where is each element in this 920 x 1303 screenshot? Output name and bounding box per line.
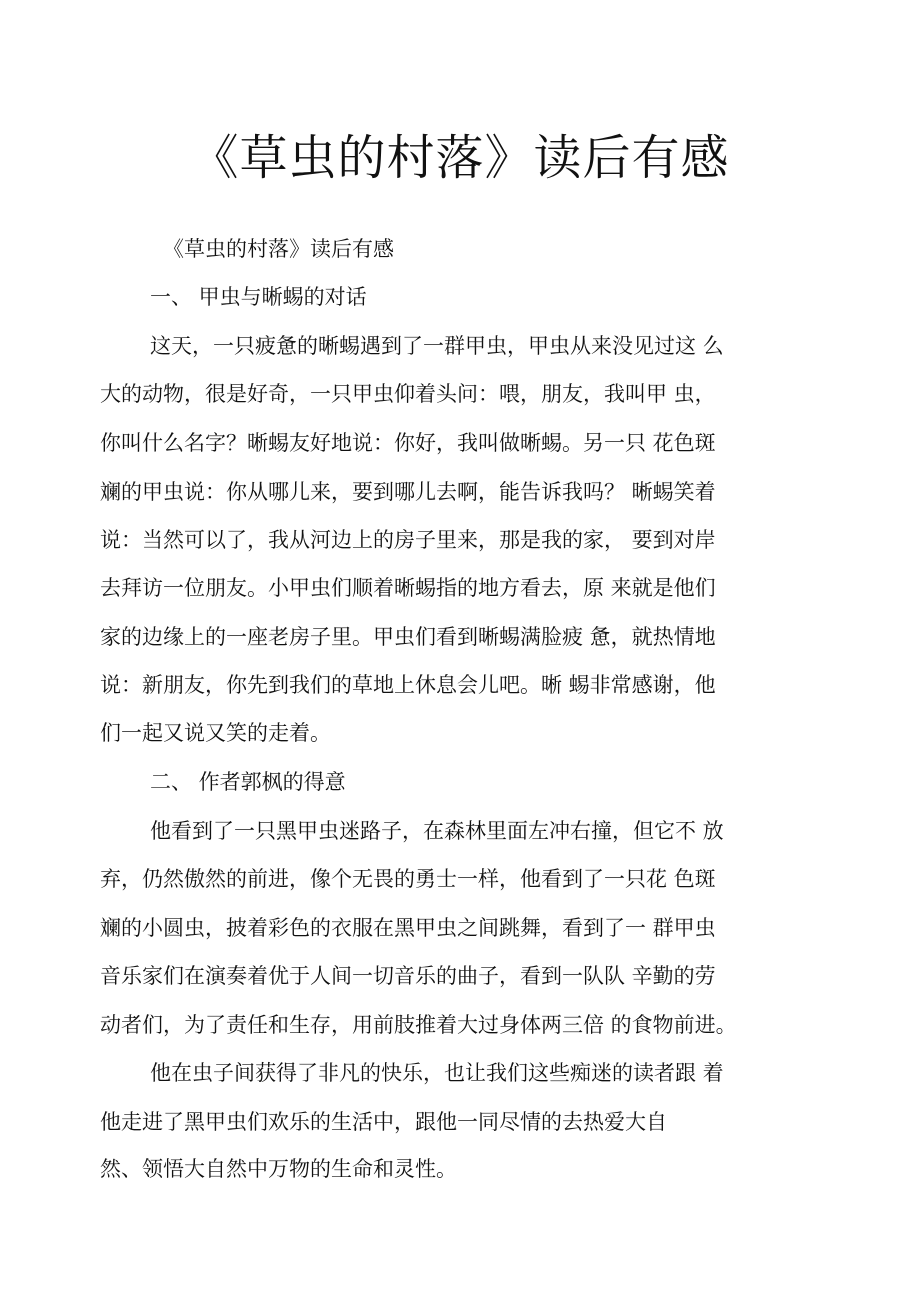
paragraph-line: 然、领悟大自然中万物的生命和灵性。 — [100, 1157, 457, 1181]
paragraph-line: 弃，仍然傲然的前进，像个无畏的勇士一样，他看到了一只花 色斑 — [100, 867, 716, 891]
paragraph-line: 家的边缘上的一座老房子里。甲虫们看到晰蜴满脸疲 惫，就热情地 — [100, 625, 716, 649]
paragraph-line: 音乐家们在演奏着优于人间一切音乐的曲子，看到一队队 辛勤的劳 — [100, 964, 716, 988]
paragraph-line: 斓的甲虫说：你从哪儿来，要到哪儿去啊，能告诉我吗？ 晰蜴笑着 — [100, 480, 716, 504]
paragraph-line: 们一起又说又笑的走着。 — [100, 721, 331, 745]
paragraph-line: 说：新朋友，你先到我们的草地上休息会儿吧。晰 蜴非常感谢，他 — [100, 673, 716, 697]
section-2-heading: 二、 作者郭枫的得意 — [150, 770, 346, 794]
paragraph-line: 动者们，为了责任和生存，用前肢推着大过身体两三倍 的食物前进。 — [100, 1013, 737, 1037]
document-title: 《草虫的村落》读后有感 — [190, 130, 730, 186]
paragraph-line: 大的动物，很是好奇，一只甲虫仰着头问：喂，朋友，我叫甲 虫， — [100, 382, 716, 406]
paragraph-line: 他走进了黑甲虫们欢乐的生活中，跟他一同尽情的去热爱大自 — [100, 1110, 667, 1134]
section-1-heading: 一、 甲虫与晰蜴的对话 — [150, 285, 367, 309]
paragraph-line: 你叫什么名字？晰蜴友好地说：你好，我叫做晰蜴。另一只 花色斑 — [100, 431, 716, 455]
paragraph-line: 这天，一只疲惫的晰蜴遇到了一群甲虫，甲虫从来没见过这 么 — [150, 334, 724, 358]
document-subtitle: 《草虫的村落》读后有感 — [163, 237, 394, 261]
paragraph-line: 他在虫子间获得了非凡的快乐，也让我们这些痴迷的读者跟 着 — [150, 1061, 724, 1085]
paragraph-line: 斓的小圆虫，披着彩色的衣服在黑甲虫之间跳舞，看到了一 群甲虫 — [100, 916, 716, 940]
paragraph-line: 他看到了一只黑甲虫迷路子，在森林里面左冲右撞，但它不 放 — [150, 819, 724, 843]
paragraph-line: 说：当然可以了，我从河边上的房子里来，那是我的家， 要到对岸 — [100, 528, 716, 552]
paragraph-line: 去拜访一位朋友。小甲虫们顺着晰蜴指的地方看去，原 来就是他们 — [100, 576, 716, 600]
